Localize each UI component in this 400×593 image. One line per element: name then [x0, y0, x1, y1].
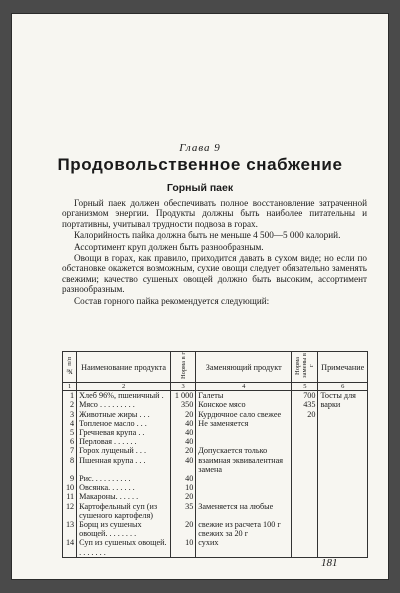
- product-name: Перловая . . . . . .: [77, 437, 171, 446]
- col-number: 1: [63, 383, 77, 391]
- replacement-product: [196, 492, 292, 501]
- note: [318, 419, 368, 428]
- note: [318, 456, 368, 474]
- table-header-row: [63, 352, 368, 383]
- paragraph: Состав горного пайка рекомендуется следующий:: [74, 295, 270, 306]
- replacement-norm: [292, 474, 318, 483]
- product-norm: 40: [171, 428, 196, 437]
- table-row: [63, 419, 368, 428]
- row-number: 14: [63, 538, 77, 557]
- replacement-norm: [292, 428, 318, 437]
- body-text: [62, 198, 367, 307]
- replacement-norm: 20: [292, 410, 318, 419]
- note: Тосты для варки: [318, 391, 368, 410]
- paragraph: Овощи в горах, как правило, приходится давать в сухом виде; но если по обстановке окажется возможным, сухие овощи следует обязательно заменять свежими; качество сушеных овощей должно быть высоким, ассортимент разнообразным.: [62, 253, 367, 295]
- note: [318, 474, 368, 483]
- row-number: 5: [63, 428, 77, 437]
- replacement-product: сухих: [196, 538, 292, 557]
- product-norm: 35: [171, 502, 196, 520]
- ration-table: [62, 351, 368, 558]
- replacement-norm: [292, 538, 318, 557]
- col-number: 4: [196, 383, 292, 391]
- replacement-product: [196, 428, 292, 437]
- header-replacement-norm: Норма замены в г: [292, 352, 318, 383]
- header-num: № п/п: [63, 352, 77, 383]
- note: [318, 446, 368, 455]
- note: [318, 410, 368, 419]
- replacement-product: Заменяется на любые: [196, 502, 292, 520]
- row-number: 3: [63, 410, 77, 419]
- chapter-label: Глава 9: [179, 142, 221, 154]
- product-norm: 10: [171, 538, 196, 557]
- section-subtitle: Горный паек: [166, 182, 234, 194]
- product-norm: 20: [171, 492, 196, 501]
- row-number: 11: [63, 492, 77, 501]
- row-number: 4: [63, 419, 77, 428]
- row-number: 13: [63, 520, 77, 538]
- product-norm: 40: [171, 437, 196, 446]
- replacement-norm: [292, 437, 318, 446]
- row-number: 7: [63, 446, 77, 455]
- product-norm: 40: [171, 474, 196, 483]
- product-norm: 1 000 350: [171, 391, 196, 410]
- replacement-norm: [292, 502, 318, 520]
- product-norm: 20: [171, 410, 196, 419]
- page-title: Продовольственное снабжение: [57, 155, 343, 174]
- replacement-product: [196, 437, 292, 446]
- product-name: Овсянка. . . . . . .: [77, 483, 171, 492]
- col-number: 2: [77, 383, 171, 391]
- product-name: Борщ из сушеных овощей. . . . . . . .: [77, 520, 171, 538]
- header-replacement: Заменяющий продукт: [196, 352, 292, 383]
- replacement-product: Допускается только: [196, 446, 292, 455]
- header-name: Наименование продукта: [77, 352, 171, 383]
- product-name: Рис. . . . . . . . . .: [77, 474, 171, 483]
- replacement-product: [196, 474, 292, 483]
- replacement-norm: 700 435: [292, 391, 318, 410]
- paragraph: Горный паек должен обеспечивать полное восстановление затраченной организмом энергии. Продукты должны быть наиболее питательны и портативны, учитывал трудности подвоза в горах.: [62, 198, 367, 229]
- paragraph: Калорийность пайка должна быть не меньше 4 500—5 000 калорий.: [74, 230, 341, 241]
- table-row: [63, 437, 368, 446]
- replacement-norm: [292, 446, 318, 455]
- paragraph: Ассортимент круп должен быть разнообразным.: [74, 241, 264, 252]
- row-number: 9: [63, 474, 77, 483]
- replacement-norm: [292, 456, 318, 474]
- product-norm: 20: [171, 446, 196, 455]
- book-page: [12, 14, 388, 579]
- product-name: Пшенная крупа . . .: [77, 456, 171, 474]
- replacement-product: Курдючное сало свежее: [196, 410, 292, 419]
- product-norm: 40: [171, 419, 196, 428]
- table-row: [63, 483, 368, 492]
- row-number: 1 2: [63, 391, 77, 410]
- table-body: [63, 383, 368, 558]
- replacement-norm: [292, 520, 318, 538]
- note: [318, 437, 368, 446]
- replacement-product: Галеты Конское мясо: [196, 391, 292, 410]
- product-norm: 10: [171, 483, 196, 492]
- product-name: Горох лущеный . . .: [77, 446, 171, 455]
- table-row: [63, 502, 368, 520]
- table-row: [63, 456, 368, 474]
- row-number: 12: [63, 502, 77, 520]
- table-row: [63, 520, 368, 538]
- row-number: 10: [63, 483, 77, 492]
- table-row: [63, 538, 368, 557]
- note: [318, 502, 368, 520]
- note: [318, 520, 368, 538]
- product-norm: 20: [171, 520, 196, 538]
- replacement-norm: [292, 492, 318, 501]
- note: [318, 538, 368, 557]
- product-name: Картофельный суп (из сушеного картофеля): [77, 502, 171, 520]
- product-name: Хлеб 96%, пшеничный . Мясо . . . . . . . . .: [77, 391, 171, 410]
- replacement-product: взаимная эквивалентная замена: [196, 456, 292, 474]
- replacement-norm: [292, 483, 318, 492]
- col-number: 5: [292, 383, 318, 391]
- note: [318, 483, 368, 492]
- replacement-product: [196, 483, 292, 492]
- row-number: 8: [63, 456, 77, 474]
- product-name: Гречневая крупа . .: [77, 428, 171, 437]
- product-norm: 40: [171, 456, 196, 474]
- product-name: Топленое масло . . .: [77, 419, 171, 428]
- note: [318, 492, 368, 501]
- row-number: 6: [63, 437, 77, 446]
- replacement-product: Не заменяется: [196, 419, 292, 428]
- product-name: Макароны. . . . . .: [77, 492, 171, 501]
- product-name: Животные жиры . . .: [77, 410, 171, 419]
- column-numbers-row: [63, 383, 368, 391]
- table-row: [63, 391, 368, 410]
- replacement-norm: [292, 419, 318, 428]
- replacement-product: свежие из расчета 100 г свежих за 20 г: [196, 520, 292, 538]
- page-number: 181: [321, 557, 338, 569]
- table-row: [63, 428, 368, 437]
- col-number: 3: [171, 383, 196, 391]
- product-name: Суп из сушеных овощей. . . . . . . .: [77, 538, 171, 557]
- header-note: Примечание: [318, 352, 368, 383]
- header-norm: Норма в г: [171, 352, 196, 383]
- table-row: [63, 474, 368, 483]
- table-row: [63, 492, 368, 501]
- note: [318, 428, 368, 437]
- col-number: 6: [318, 383, 368, 391]
- table-row: [63, 446, 368, 455]
- table-row: [63, 410, 368, 419]
